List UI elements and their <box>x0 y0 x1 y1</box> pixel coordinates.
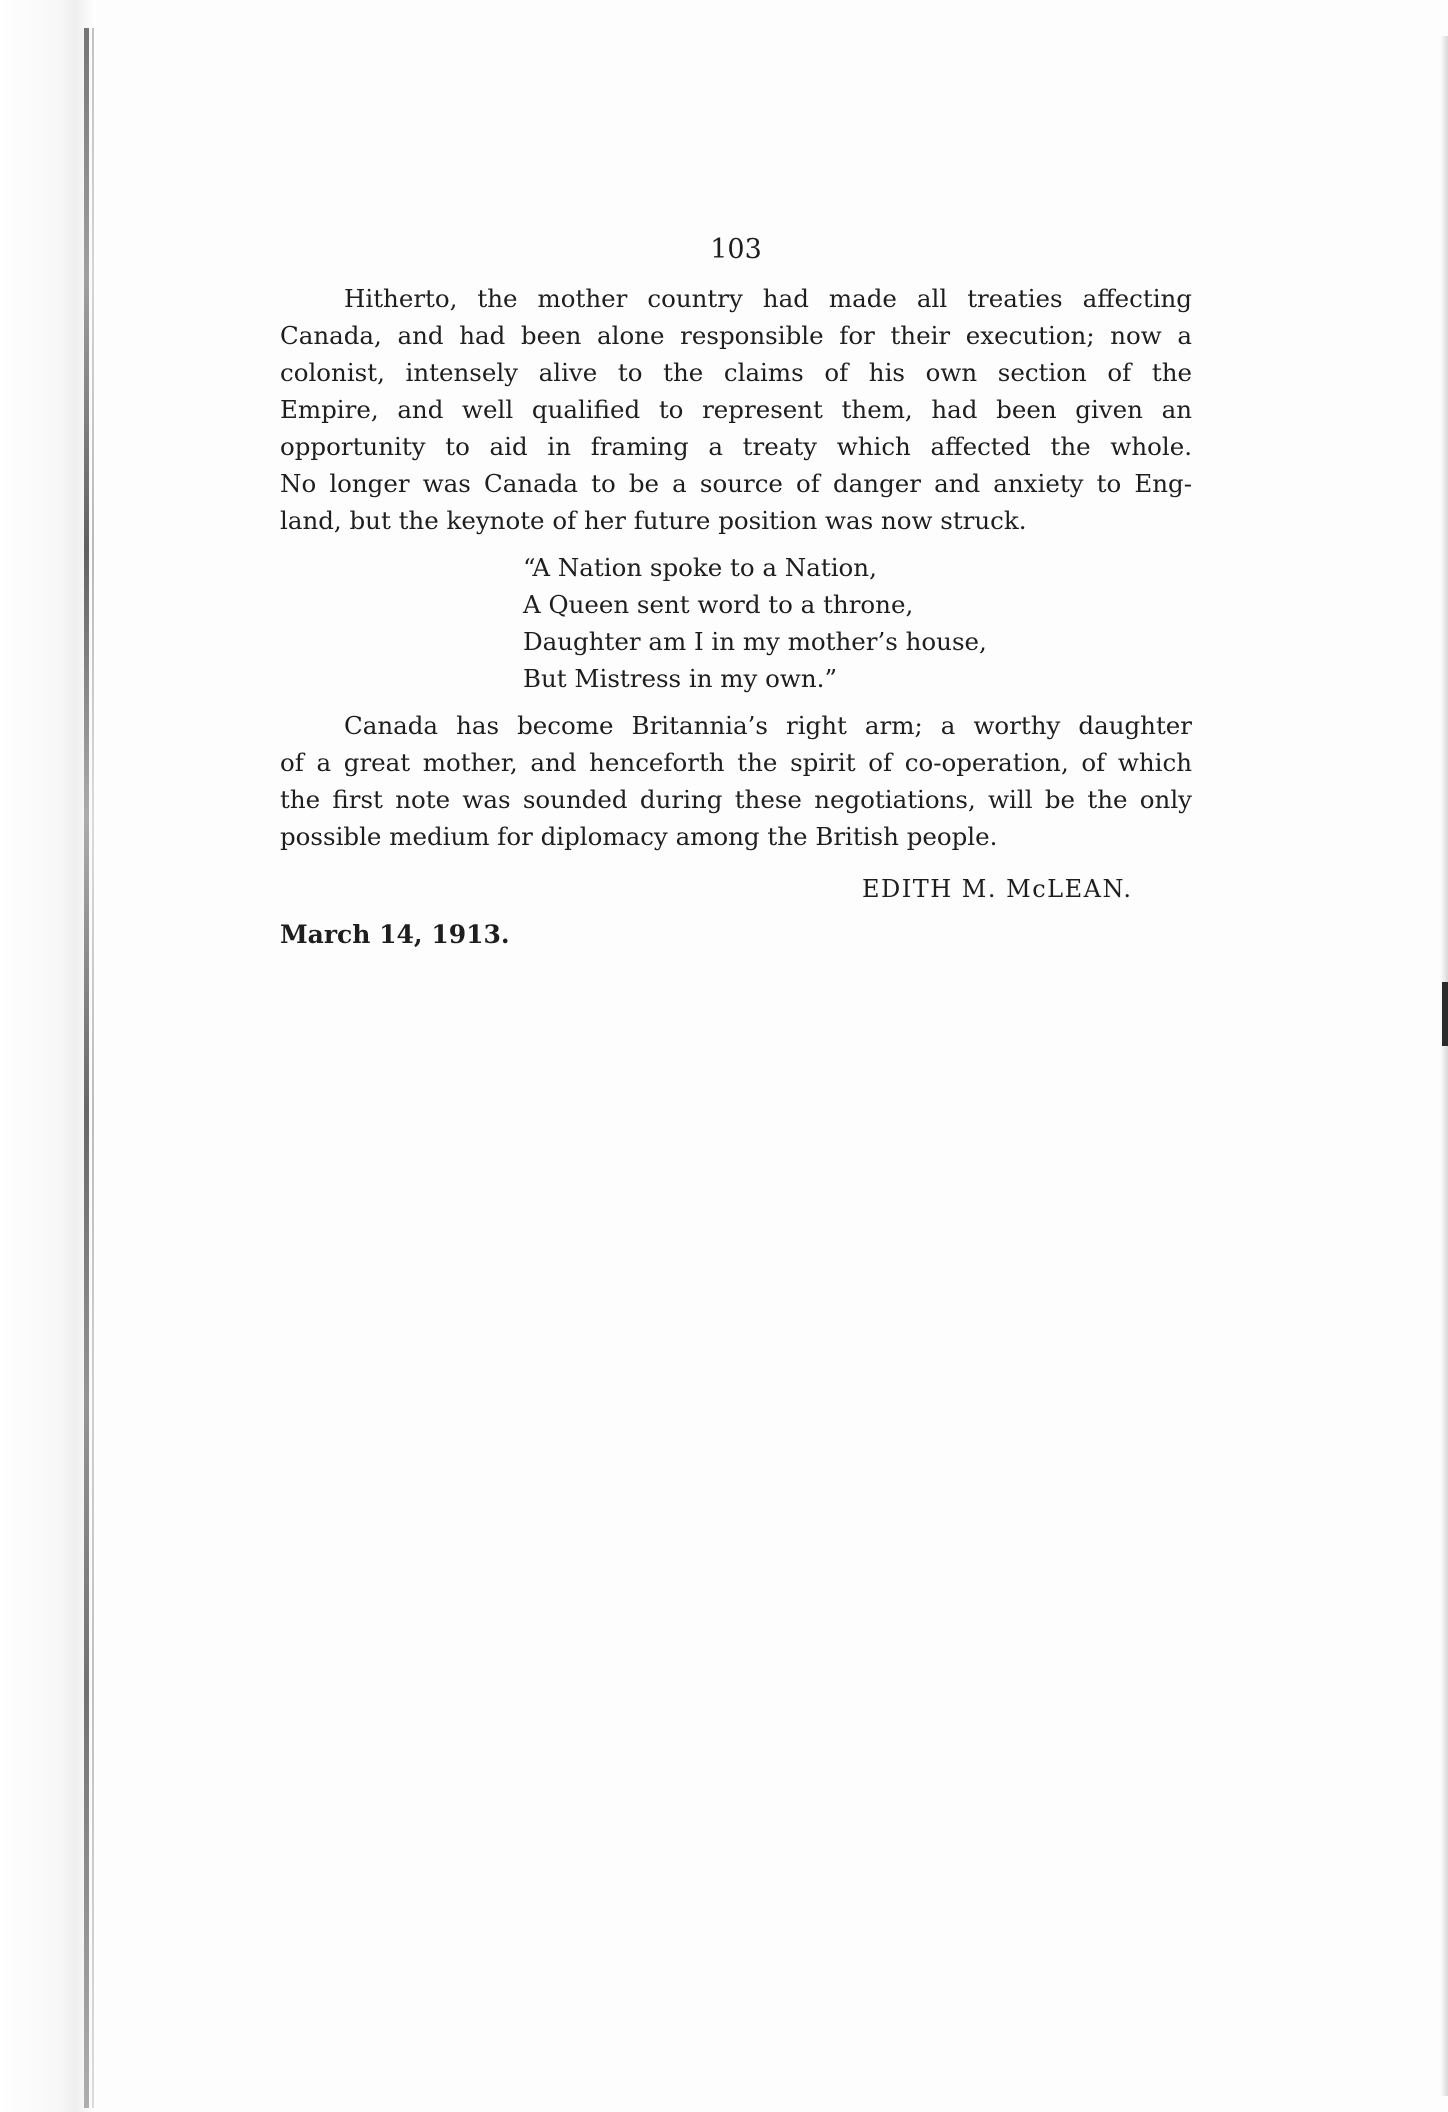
paragraph-1 <box>280 280 1192 539</box>
paragraph-2-line: the first note was sounded during these negotiations, will be the only <box>280 785 1192 814</box>
paragraph-1-line: No longer was Canada to be a source of danger and anxiety to Eng- <box>280 469 1192 498</box>
binding-shadow <box>0 0 96 2112</box>
page-text <box>280 232 1192 955</box>
verse-quote <box>523 549 1192 697</box>
binding-edge-line-inner <box>92 28 94 2108</box>
paragraph-1-line: Hitherto, the mother country had made all treaties affecting <box>344 284 1192 313</box>
date-line: March 14, 1913. <box>280 920 510 949</box>
paragraph-2-line: of a great mother, and henceforth the spirit of co-operation, of which <box>280 748 1192 777</box>
paragraph-2 <box>280 707 1192 855</box>
paragraph-2-line: Canada has become Britannia’s right arm; a worthy daughter <box>344 711 1192 740</box>
verse-line: Daughter am I in my mother’s house, <box>523 627 987 656</box>
paragraph-1-line: Canada, and had been alone responsible for their execution; now a <box>280 321 1192 350</box>
paragraph-1-line: Empire, and well qualified to represent them, had been given an <box>280 395 1192 424</box>
author-signature: EDITH M. McLEAN. <box>862 875 1133 903</box>
verse-line: “A Nation spoke to a Nation, <box>523 553 877 582</box>
paragraph-1-line: opportunity to aid in framing a treaty which affected the whole. <box>280 432 1192 461</box>
page-number: 103 <box>710 234 762 265</box>
binding-edge-line <box>84 28 89 2108</box>
paragraph-1-line: land, but the keynote of her future position was now struck. <box>280 506 1027 535</box>
paragraph-2-line: possible medium for diplomacy among the British people. <box>280 822 998 851</box>
right-page-edge <box>1440 36 1448 2096</box>
verse-line: But Mistress in my own.” <box>523 664 837 693</box>
verse-line: A Queen sent word to a throne, <box>523 590 914 619</box>
right-edge-mark <box>1442 982 1448 1046</box>
paragraph-1-line: colonist, intensely alive to the claims of his own section of the <box>280 358 1192 387</box>
